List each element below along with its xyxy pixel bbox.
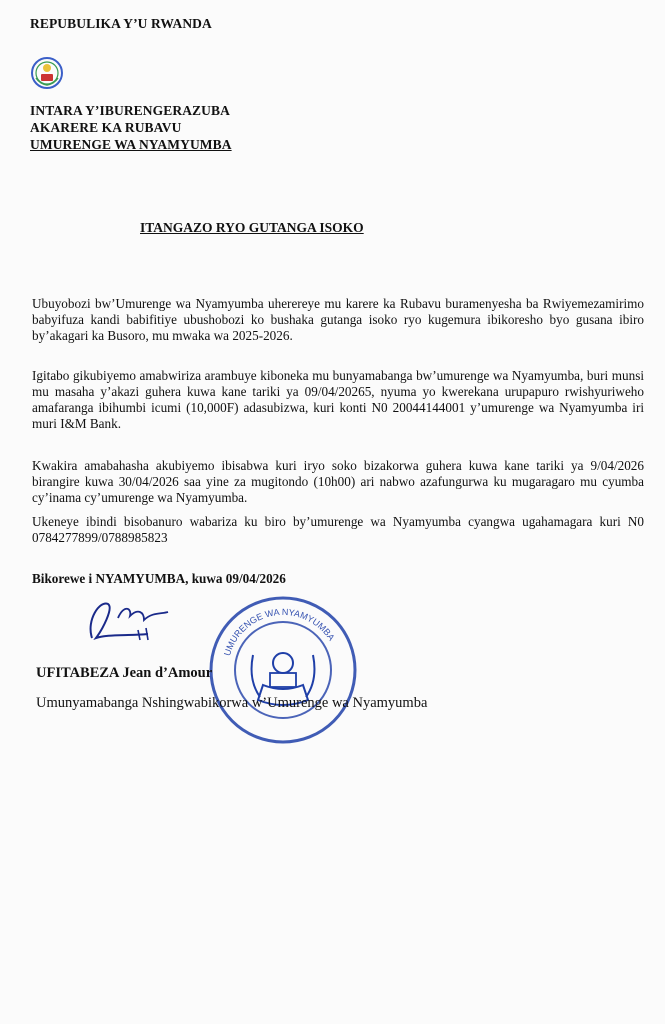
signatory-name: UFITABEZA Jean d’Amour: [36, 665, 213, 681]
paragraph-3: Kwakira amabahasha akubiyemo ibisabwa kuri iryo soko bizakorwa guhera kuwa kane tariki ya 9/04/2026 birangire kuwa 30/04/2026 saa yine za mugitondo (10h00) ari nabwo azafungurwa ku mugaragaro mu cyumba cy’inama cy’umurenge wa Nyamyumba.: [32, 458, 644, 505]
paragraph-2: Igitabo gikubiyemo amabwiriza arambuye kiboneka mu bunyamabanga bw’umurenge wa Nyamyumba, buri munsi mu masaha y’akazi guhera kuwa kane tariki ya 09/04/20265, nyuma yo kwerekana urupapuro rwishyuriweho amafaranga ibihumbi icumi (10,000F) adasubizwa, kuri konti N0 20044144001 y’umurenge wa Nyamyumba iri muri I&M Bank.: [32, 368, 644, 431]
district-name: AKARERE KA RUBAVU: [30, 120, 182, 135]
paragraph-4: Ukeneye ibindi bisobanuro wabariza ku biro by’umurenge wa Nyamyumba cyangwa ugahamagara kuri N0 0784277899/0788985823: [32, 514, 644, 545]
document-title: ITANGAZO RYO GUTANGA ISOKO: [140, 220, 364, 235]
rwanda-emblem-icon: [30, 56, 64, 90]
official-stamp: [198, 585, 368, 755]
sector-name: UMURENGE WA NYAMYUMBA: [30, 137, 232, 152]
province-name: INTARA Y’IBURENGERAZUBA: [30, 103, 230, 118]
place-date: Bikorewe i NYAMYUMBA, kuwa 09/04/2026: [32, 571, 286, 586]
handwritten-signature: [78, 590, 188, 650]
signatory-position: Umunyamabanga Nshingwabikorwa w’Umurenge wa Nyamyumba: [36, 695, 428, 711]
stamp-ring-text: UMURENGE WA NYAMYUMBA: [222, 606, 337, 657]
paragraph-1: Ubuyobozi bw’Umurenge wa Nyamyumba uherereye mu karere ka Rubavu buramenyesha ba Rwiyemezamirimo babyifuza kandi babifitiye ubushobozi ko bushaka gutanga isoko ryo kugemura ibikoresho byo gusana ibiro by’akagari ka Busoro, mu mwaka wa 2025-2026.: [32, 296, 644, 343]
country-name: REPUBULIKA Y’U RWANDA: [30, 16, 212, 31]
